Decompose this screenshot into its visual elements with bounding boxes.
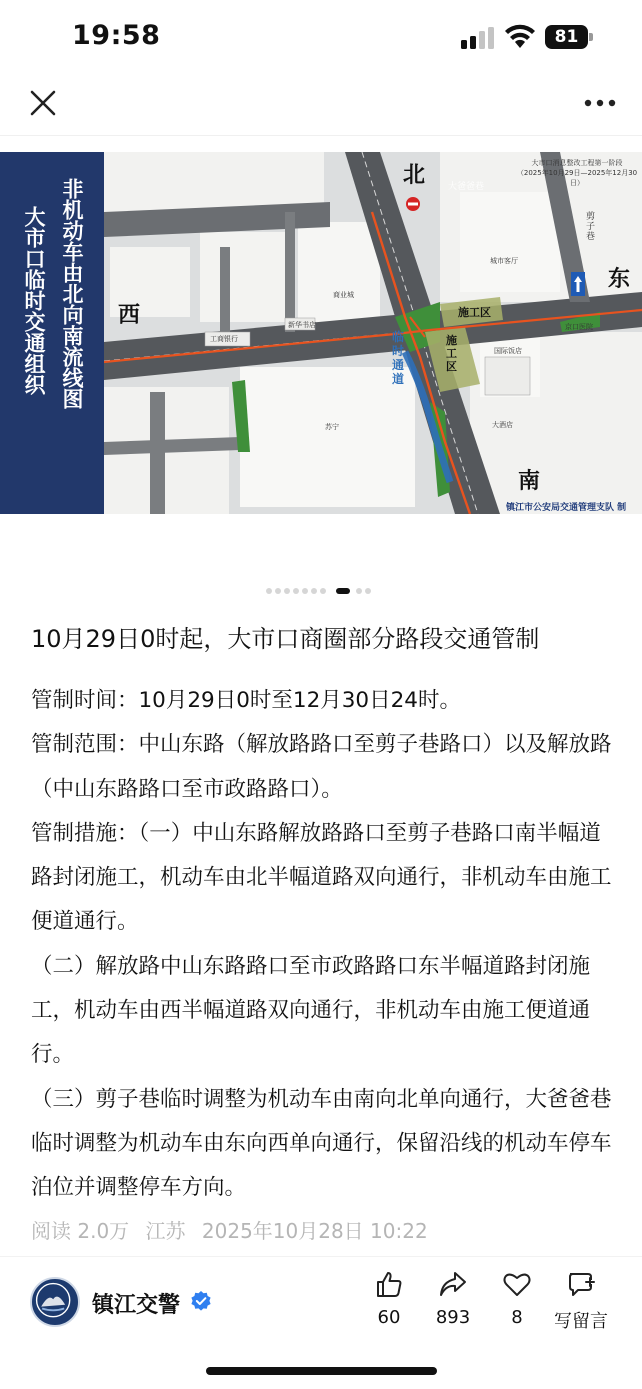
building-label-dajiudian: 大酒店 [492, 421, 513, 429]
traffic-map-image[interactable] [0, 152, 642, 514]
thumbs-up-icon [374, 1269, 404, 1299]
article-body [31, 679, 621, 1211]
share-icon [438, 1269, 468, 1299]
battery-icon [545, 25, 593, 49]
map-title-line1: 大市口消息整改工程第一阶段 [531, 159, 623, 167]
building-label-xinhuashudian: 新华书店 [288, 321, 316, 329]
map-banner [0, 152, 104, 514]
pager-dot [284, 588, 290, 594]
banner-subtitle: 非机动车由北向南流线图 [60, 178, 84, 409]
map-label-east: 东 [608, 267, 631, 292]
temporary-path-label: 临时通道 [392, 330, 405, 386]
wifi-icon [504, 23, 536, 49]
building-label-guojifandian: 国际饭店 [494, 347, 522, 355]
pager-dot [320, 588, 326, 594]
battery-level: 81 [545, 25, 588, 49]
map-title-line2: （2025年10月29日—2025年12月30日） [516, 169, 638, 187]
building-label-jingkouyiyuan: 京口医院 [565, 323, 593, 331]
read-count: 阅读 2.0万 [31, 1219, 130, 1243]
like-button[interactable] [359, 1269, 419, 1328]
comment-add-icon [566, 1269, 596, 1299]
location: 江苏 [145, 1219, 186, 1243]
banner-title: 大市口临时交通组织 [22, 206, 46, 395]
share-button[interactable] [423, 1269, 483, 1328]
heart-icon [502, 1269, 532, 1299]
article-title: 10月29日0时起，大市口商圈部分路段交通管制 [31, 625, 540, 653]
comment-label: 写留言 [554, 1311, 608, 1332]
footer-bar [0, 1256, 642, 1348]
article-paragraph: 管制措施：（一）中山东路解放路路口至剪子巷路口南半幅道路封闭施工，机动车由北半幅道路双向通行，非机动车由施工便道通行。 [31, 820, 612, 935]
pager-dot [266, 588, 272, 594]
close-icon[interactable] [28, 88, 58, 118]
article-paragraph: 管制时间：10月29日0时至12月30日24时。 [31, 688, 461, 713]
map-label-west: 西 [118, 303, 141, 328]
account-name[interactable]: 镇江交警 [92, 1293, 181, 1318]
status-bar [0, 0, 642, 72]
pager-dot [311, 588, 317, 594]
more-options-icon[interactable] [584, 98, 616, 108]
favorite-count: 8 [511, 1307, 523, 1328]
map-title [512, 158, 642, 188]
street-label-jianzi: 剪子巷 [586, 212, 596, 242]
share-count: 893 [435, 1307, 471, 1328]
comment-button[interactable] [551, 1269, 611, 1333]
police-emblem-icon [32, 1279, 78, 1325]
article-paragraph: （二）解放路中山东路路口至市政路路口东半幅道路封闭施工，机动车由西半幅道路双向通行，非机动车由施工便道通行。 [31, 953, 591, 1068]
map-credit: 镇江市公安局交通管理支队 制 [506, 503, 627, 513]
status-time: 19:58 [72, 20, 161, 51]
map-label-south: 南 [518, 469, 541, 494]
like-count: 60 [377, 1307, 401, 1328]
favorite-button[interactable] [487, 1269, 547, 1328]
construction-zone-label-east: 施工区 [458, 306, 491, 319]
street-label-dababa: 大爸爸巷 [448, 182, 485, 192]
pager-dot [302, 588, 308, 594]
verified-badge-icon [190, 1290, 212, 1312]
map-label-north: 北 [403, 163, 426, 188]
nav-bar [0, 72, 642, 136]
pager-dot [275, 588, 281, 594]
home-indicator [206, 1367, 437, 1375]
construction-zone-label-south: 施工区 [446, 334, 457, 373]
building-label-gongshangyinhang: 工商银行 [210, 335, 238, 343]
avatar[interactable] [30, 1277, 80, 1327]
cellular-signal-icon [461, 27, 495, 49]
building-label-shangyecheng: 商业城 [333, 291, 354, 299]
building-label-suning: 苏宁 [325, 423, 339, 431]
publish-time: 2025年10月28日 10:22 [201, 1219, 428, 1243]
article-meta [31, 1215, 438, 1244]
article-paragraph: 管制范围：中山东路（解放路路口至剪子巷路口）以及解放路（中山东路路口至市政路路口）。 [31, 732, 612, 802]
article-paragraph: （三）剪子巷临时调整为机动车由南向北单向通行，大爸爸巷临时调整为机动车由东向西单向通行，保留沿线的机动车停车泊位并调整停车方向。 [31, 1086, 612, 1201]
pager-dot-active [336, 588, 350, 594]
building-label-chengshiketing: 城市客厅 [490, 257, 518, 265]
pager-dot [293, 588, 299, 594]
pager-dot [365, 588, 371, 594]
pager-dot [356, 588, 362, 594]
